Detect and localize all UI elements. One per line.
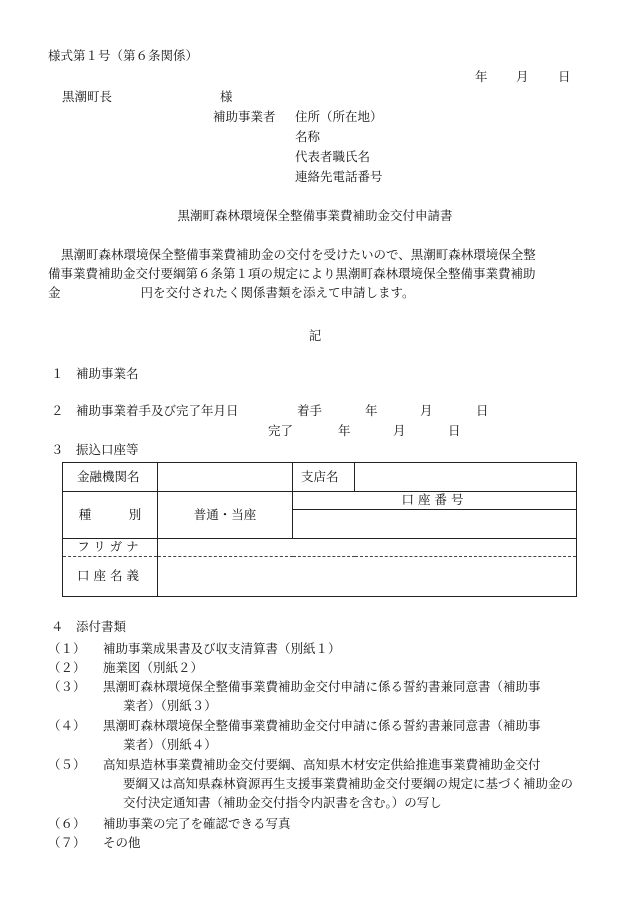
addressee-name: 黒潮町長 bbox=[62, 89, 113, 104]
body-paragraph bbox=[48, 245, 588, 302]
start-month: 月 bbox=[420, 403, 433, 418]
body-line-2: 備事業費補助金交付要綱第６条第１項の規定により黒潮町森林環境保全整備事業費補助 bbox=[48, 266, 536, 281]
account-name-label: 口座名義 bbox=[63, 557, 158, 597]
account-number-label: 口座番号 bbox=[293, 492, 577, 510]
bank-name-field[interactable] bbox=[158, 463, 293, 492]
account-number-field[interactable] bbox=[293, 510, 577, 539]
account-type-label: 種 別 bbox=[63, 492, 158, 539]
furigana-label: フリガナ bbox=[63, 539, 158, 557]
attachment-text: 補助事業成果書及び収支清算書（別紙１） bbox=[103, 641, 341, 656]
section-3-number: ３ bbox=[51, 442, 64, 457]
start-day: 日 bbox=[476, 403, 489, 418]
attachment-number: （２） bbox=[48, 660, 86, 675]
form-number: 様式第１号（第６条関係） bbox=[48, 48, 199, 63]
branch-name-field[interactable] bbox=[355, 463, 577, 492]
attachment-number: （５） bbox=[48, 757, 86, 772]
bank-name-label: 金融機関名 bbox=[63, 463, 158, 492]
attachment-item-4 bbox=[48, 716, 588, 754]
end-year: 年 bbox=[338, 423, 351, 438]
date-day: 日 bbox=[558, 69, 571, 84]
attachment-text: 施業図（別紙２） bbox=[103, 660, 204, 675]
start-year: 年 bbox=[365, 403, 378, 418]
attachment-text-line-1: 高知県造林事業費補助金交付要綱、高知県木材安定供給推進事業費補助金交付 bbox=[103, 757, 541, 772]
body-line-1: 黒潮町森林環境保全整備事業費補助金の交付を受けたいので、黒潮町森林環境保全整 bbox=[61, 247, 536, 262]
end-label: 完了 bbox=[268, 423, 294, 438]
attachment-item-1 bbox=[48, 639, 588, 658]
bank-account-table bbox=[62, 462, 577, 597]
end-month: 月 bbox=[393, 423, 406, 438]
section-2-number: ２ bbox=[51, 403, 64, 418]
applicant-label: 補助事業者 bbox=[213, 109, 276, 124]
ki-mark: 記 bbox=[308, 328, 322, 343]
attachment-text-line-3: 交付決定通知書（補助金交付指令内訳書を含む。）の写し bbox=[123, 795, 442, 810]
attachment-text-line-2: 業者）（別紙３） bbox=[123, 698, 217, 713]
section-1-number: １ bbox=[51, 366, 64, 381]
attachment-text: その他 bbox=[103, 835, 141, 850]
document-title: 黒潮町森林環境保全整備事業費補助金交付申請書 bbox=[177, 208, 453, 223]
account-name-field[interactable] bbox=[158, 557, 577, 597]
attachment-text-line-1: 黒潮町森林環境保全整備事業費補助金交付申請に係る誓約書兼同意書（補助事 bbox=[103, 718, 541, 733]
attachment-number: （３） bbox=[48, 679, 86, 694]
body-line-3 bbox=[48, 283, 588, 302]
start-label: 着手 bbox=[297, 403, 323, 418]
date-year: 年 bbox=[475, 69, 488, 84]
section-4-number: ４ bbox=[51, 619, 64, 634]
attachment-number: （７） bbox=[48, 835, 86, 850]
applicant-phone: 連絡先電話番号 bbox=[295, 169, 383, 184]
account-type-value[interactable]: 普通・当座 bbox=[158, 492, 293, 539]
date-month: 月 bbox=[516, 69, 529, 84]
attachment-item-5 bbox=[48, 755, 588, 812]
body-line-3-suffix: 円を交付されたく関係書類を添えて申請します。 bbox=[140, 285, 415, 300]
section-1-label: 補助事業名 bbox=[76, 366, 139, 381]
attachment-item-3 bbox=[48, 677, 588, 715]
section-2-label: 補助事業着手及び完了年月日 bbox=[76, 403, 239, 418]
applicant-representative: 代表者職氏名 bbox=[295, 149, 371, 164]
branch-name-label: 支店名 bbox=[293, 463, 355, 492]
attachment-item-7 bbox=[48, 833, 588, 852]
addressee-honorific: 様 bbox=[220, 89, 233, 104]
applicant-name: 名称 bbox=[295, 129, 321, 144]
furigana-field[interactable] bbox=[158, 539, 577, 557]
attachment-text: 補助事業の完了を確認できる写真 bbox=[103, 816, 291, 831]
end-day: 日 bbox=[448, 423, 461, 438]
attachment-number: （６） bbox=[48, 816, 86, 831]
section-4-label: 添付書類 bbox=[76, 619, 127, 634]
attachment-number: （１） bbox=[48, 641, 86, 656]
attachment-text-line-1: 黒潮町森林環境保全整備事業費補助金交付申請に係る誓約書兼同意書（補助事 bbox=[103, 679, 541, 694]
section-3-label: 振込口座等 bbox=[76, 442, 139, 457]
attachment-item-6 bbox=[48, 814, 588, 833]
applicant-address: 住所（所在地） bbox=[295, 109, 383, 124]
attachment-number: （４） bbox=[48, 718, 86, 733]
body-line-3-prefix: 金 bbox=[48, 285, 61, 300]
attachment-item-2 bbox=[48, 658, 588, 677]
attachment-text-line-2: 要綱又は高知県森林資源再生支援事業費補助金交付要綱の規定に基づく補助金の bbox=[123, 776, 574, 791]
attachment-text-line-2: 業者）（別紙４） bbox=[123, 737, 217, 752]
